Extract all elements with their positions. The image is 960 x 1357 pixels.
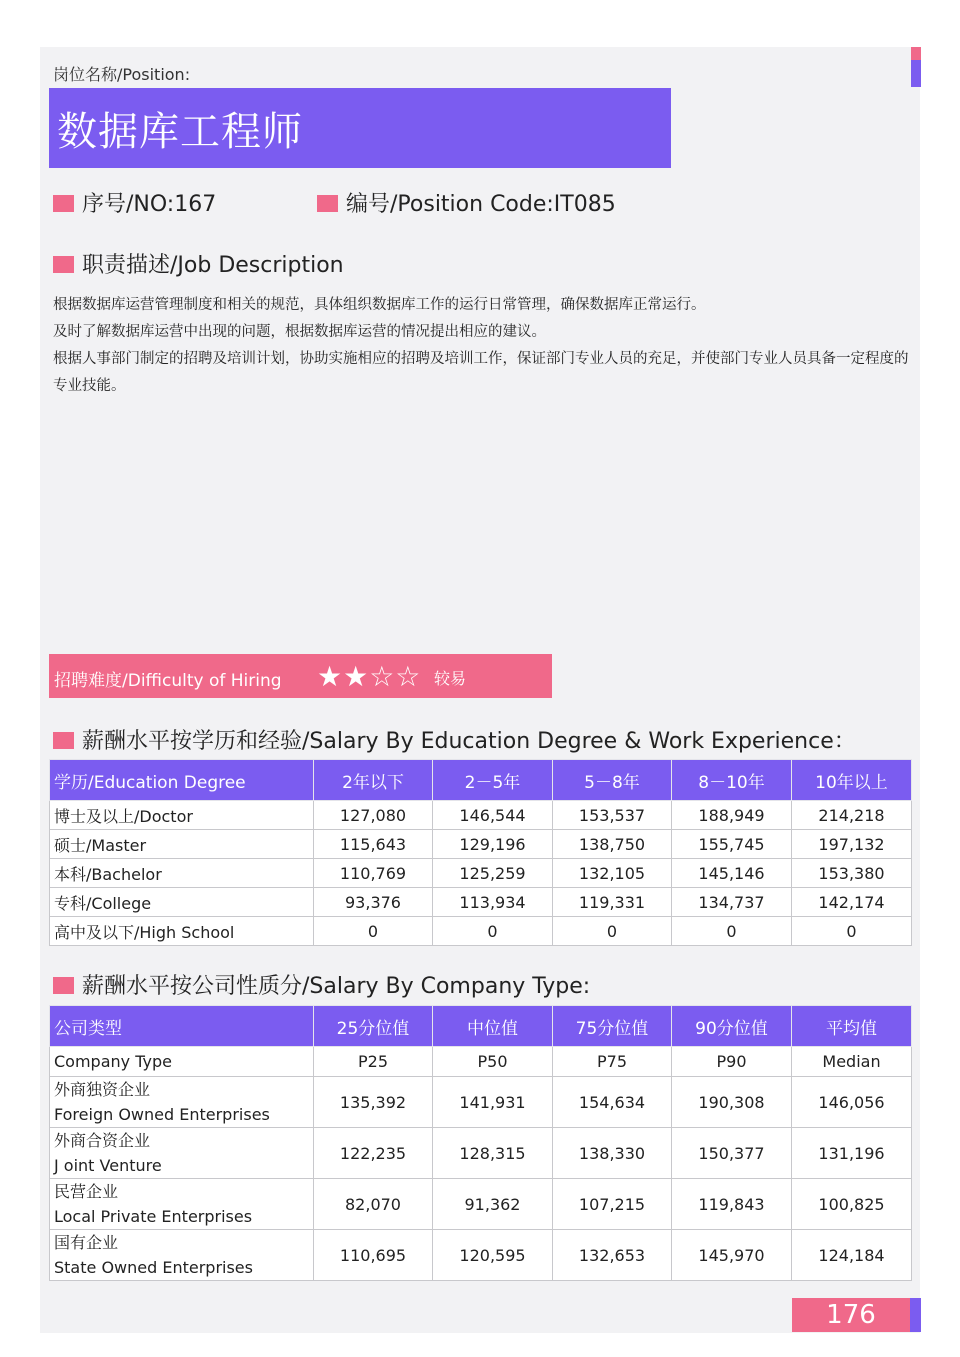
table-cell: 0: [433, 917, 553, 946]
table-cell: 113,934: [433, 888, 553, 917]
description-paragraph: 及时了解数据库运营中出现的问题，根据数据库运营的情况提出相应的建议。: [53, 324, 546, 340]
position-code-text: 编号/Position Code:IT085: [346, 192, 616, 217]
table-subheader-row: [50, 1047, 912, 1077]
table-cell: 197,132: [792, 830, 912, 859]
table-cell: 91,362: [433, 1179, 553, 1230]
column-header: 8－10年: [672, 760, 792, 801]
job-description-heading: [53, 248, 344, 279]
title-banner: [49, 88, 671, 168]
row-label: [50, 1179, 314, 1230]
table-row: [50, 917, 912, 946]
table-cell: 145,970: [672, 1230, 792, 1281]
salary-company-table: [49, 1005, 912, 1281]
table-cell: 0: [792, 917, 912, 946]
table-cell: 134,737: [672, 888, 792, 917]
bullet-square-icon: [53, 195, 74, 212]
company-type-en: J oint Venture: [54, 1156, 162, 1175]
table-cell: 122,235: [314, 1128, 433, 1179]
table-cell: 115,643: [314, 830, 433, 859]
table-row: [50, 801, 912, 830]
row-label: 硕士/Master: [50, 830, 314, 859]
table-cell: 188,949: [672, 801, 792, 830]
column-header: 75分位值: [553, 1006, 672, 1047]
column-header: 公司类型: [50, 1006, 314, 1047]
subheader-cell: P75: [553, 1047, 672, 1077]
table-cell: 190,308: [672, 1077, 792, 1128]
bullet-square-icon: [53, 256, 74, 273]
table-cell: 127,080: [314, 801, 433, 830]
company-type-cn: 国有企业: [54, 1233, 119, 1252]
row-label: 高中及以下/High School: [50, 917, 314, 946]
difficulty-level: 较易: [434, 669, 467, 688]
row-label: 博士及以上/Doctor: [50, 801, 314, 830]
table-cell: 153,537: [553, 801, 672, 830]
difficulty-banner: [49, 654, 552, 698]
corner-accent-bar: [911, 47, 921, 87]
star-rating-icon: ★★☆☆: [317, 660, 422, 693]
table-cell: 110,769: [314, 859, 433, 888]
table-cell: 120,595: [433, 1230, 553, 1281]
job-description-heading-text: 职责描述/Job Description: [82, 253, 344, 278]
table-cell: 146,544: [433, 801, 553, 830]
subheader-cell: P90: [672, 1047, 792, 1077]
table-cell: 214,218: [792, 801, 912, 830]
row-label: [50, 1230, 314, 1281]
table-row: [50, 830, 912, 859]
description-paragraph: 根据数据库运营管理制度和相关的规范，具体组织数据库工作的运行日常管理，确保数据库正常运行。: [53, 297, 706, 313]
subheader-cell: Company Type: [50, 1047, 314, 1077]
table-cell: 150,377: [672, 1128, 792, 1179]
salary-company-heading: [53, 969, 590, 1000]
table-row: [50, 1077, 912, 1128]
column-header: 2－5年: [433, 760, 553, 801]
table-cell: 125,259: [433, 859, 553, 888]
row-label: [50, 1077, 314, 1128]
table-cell: 119,843: [672, 1179, 792, 1230]
column-header: 10年以上: [792, 760, 912, 801]
column-header: 中位值: [433, 1006, 553, 1047]
table-cell: 142,174: [792, 888, 912, 917]
subheader-cell: P25: [314, 1047, 433, 1077]
table-cell: 128,315: [433, 1128, 553, 1179]
row-label: [50, 1128, 314, 1179]
table-cell: 153,380: [792, 859, 912, 888]
table-cell: 138,750: [553, 830, 672, 859]
table-cell: 135,392: [314, 1077, 433, 1128]
table-cell: 107,215: [553, 1179, 672, 1230]
job-description-body: [53, 292, 913, 400]
salary-company-heading-text: 薪酬水平按公司性质分/Salary By Company Type:: [82, 974, 591, 999]
salary-edu-heading-text: 薪酬水平按学历和经验/Salary By Education Degree & Work Experience：: [82, 729, 856, 754]
column-header: 25分位值: [314, 1006, 433, 1047]
company-type-en: Local Private Enterprises: [54, 1207, 253, 1226]
table-cell: 82,070: [314, 1179, 433, 1230]
table-cell: 132,105: [553, 859, 672, 888]
table-cell: 155,745: [672, 830, 792, 859]
position-code: [317, 187, 616, 218]
table-row: [50, 1179, 912, 1230]
table-cell: 119,331: [553, 888, 672, 917]
column-header: 5－8年: [553, 760, 672, 801]
subheader-cell: Median: [792, 1047, 912, 1077]
table-cell: 93,376: [314, 888, 433, 917]
table-cell: 145,146: [672, 859, 792, 888]
table-cell: 132,653: [553, 1230, 672, 1281]
table-cell: 129,196: [433, 830, 553, 859]
company-type-en: Foreign Owned Enterprises: [54, 1105, 270, 1124]
table-cell: 154,634: [553, 1077, 672, 1128]
company-type-cn: 民营企业: [54, 1182, 119, 1201]
bullet-square-icon: [53, 732, 74, 749]
position-number-text: 序号/NO:167: [82, 192, 217, 217]
salary-edu-heading: [53, 724, 856, 755]
table-cell: 146,056: [792, 1077, 912, 1128]
table-cell: 138,330: [553, 1128, 672, 1179]
page-number-accent-bar: [910, 1298, 921, 1332]
table-cell: 124,184: [792, 1230, 912, 1281]
column-header: 平均值: [792, 1006, 912, 1047]
description-paragraph: 根据人事部门制定的招聘及培训计划，协助实施相应的招聘及培训工作，保证部门专业人员的充足，并使部门专业人员具备一定程度的专业技能。: [53, 351, 909, 394]
row-label: 专科/College: [50, 888, 314, 917]
table-row: [50, 859, 912, 888]
bullet-square-icon: [53, 977, 74, 994]
column-header: 90分位值: [672, 1006, 792, 1047]
table-header-row: [50, 760, 912, 801]
page-number: 176: [792, 1298, 910, 1332]
table-cell: 141,931: [433, 1077, 553, 1128]
position-number: [53, 187, 216, 218]
position-label: 岗位名称/Position:: [53, 65, 191, 84]
table-header-row: [50, 1006, 912, 1047]
table-cell: 131,196: [792, 1128, 912, 1179]
table-cell: 110,695: [314, 1230, 433, 1281]
salary-edu-table: [49, 759, 912, 946]
difficulty-label: 招聘难度/Difficulty of Hiring: [54, 671, 282, 691]
table-cell: 0: [314, 917, 433, 946]
company-type-en: State Owned Enterprises: [54, 1258, 253, 1277]
table-cell: 0: [553, 917, 672, 946]
table-row: [50, 1230, 912, 1281]
table-row: [50, 1128, 912, 1179]
table-cell: 100,825: [792, 1179, 912, 1230]
row-label: 本科/Bachelor: [50, 859, 314, 888]
column-header: 学历/Education Degree: [50, 760, 314, 801]
page-title: 数据库工程师: [57, 109, 303, 155]
table-row: [50, 888, 912, 917]
bullet-square-icon: [317, 195, 338, 212]
column-header: 2年以下: [314, 760, 433, 801]
table-cell: 0: [672, 917, 792, 946]
company-type-cn: 外商合资企业: [54, 1131, 151, 1150]
company-type-cn: 外商独资企业: [54, 1080, 151, 1099]
subheader-cell: P50: [433, 1047, 553, 1077]
